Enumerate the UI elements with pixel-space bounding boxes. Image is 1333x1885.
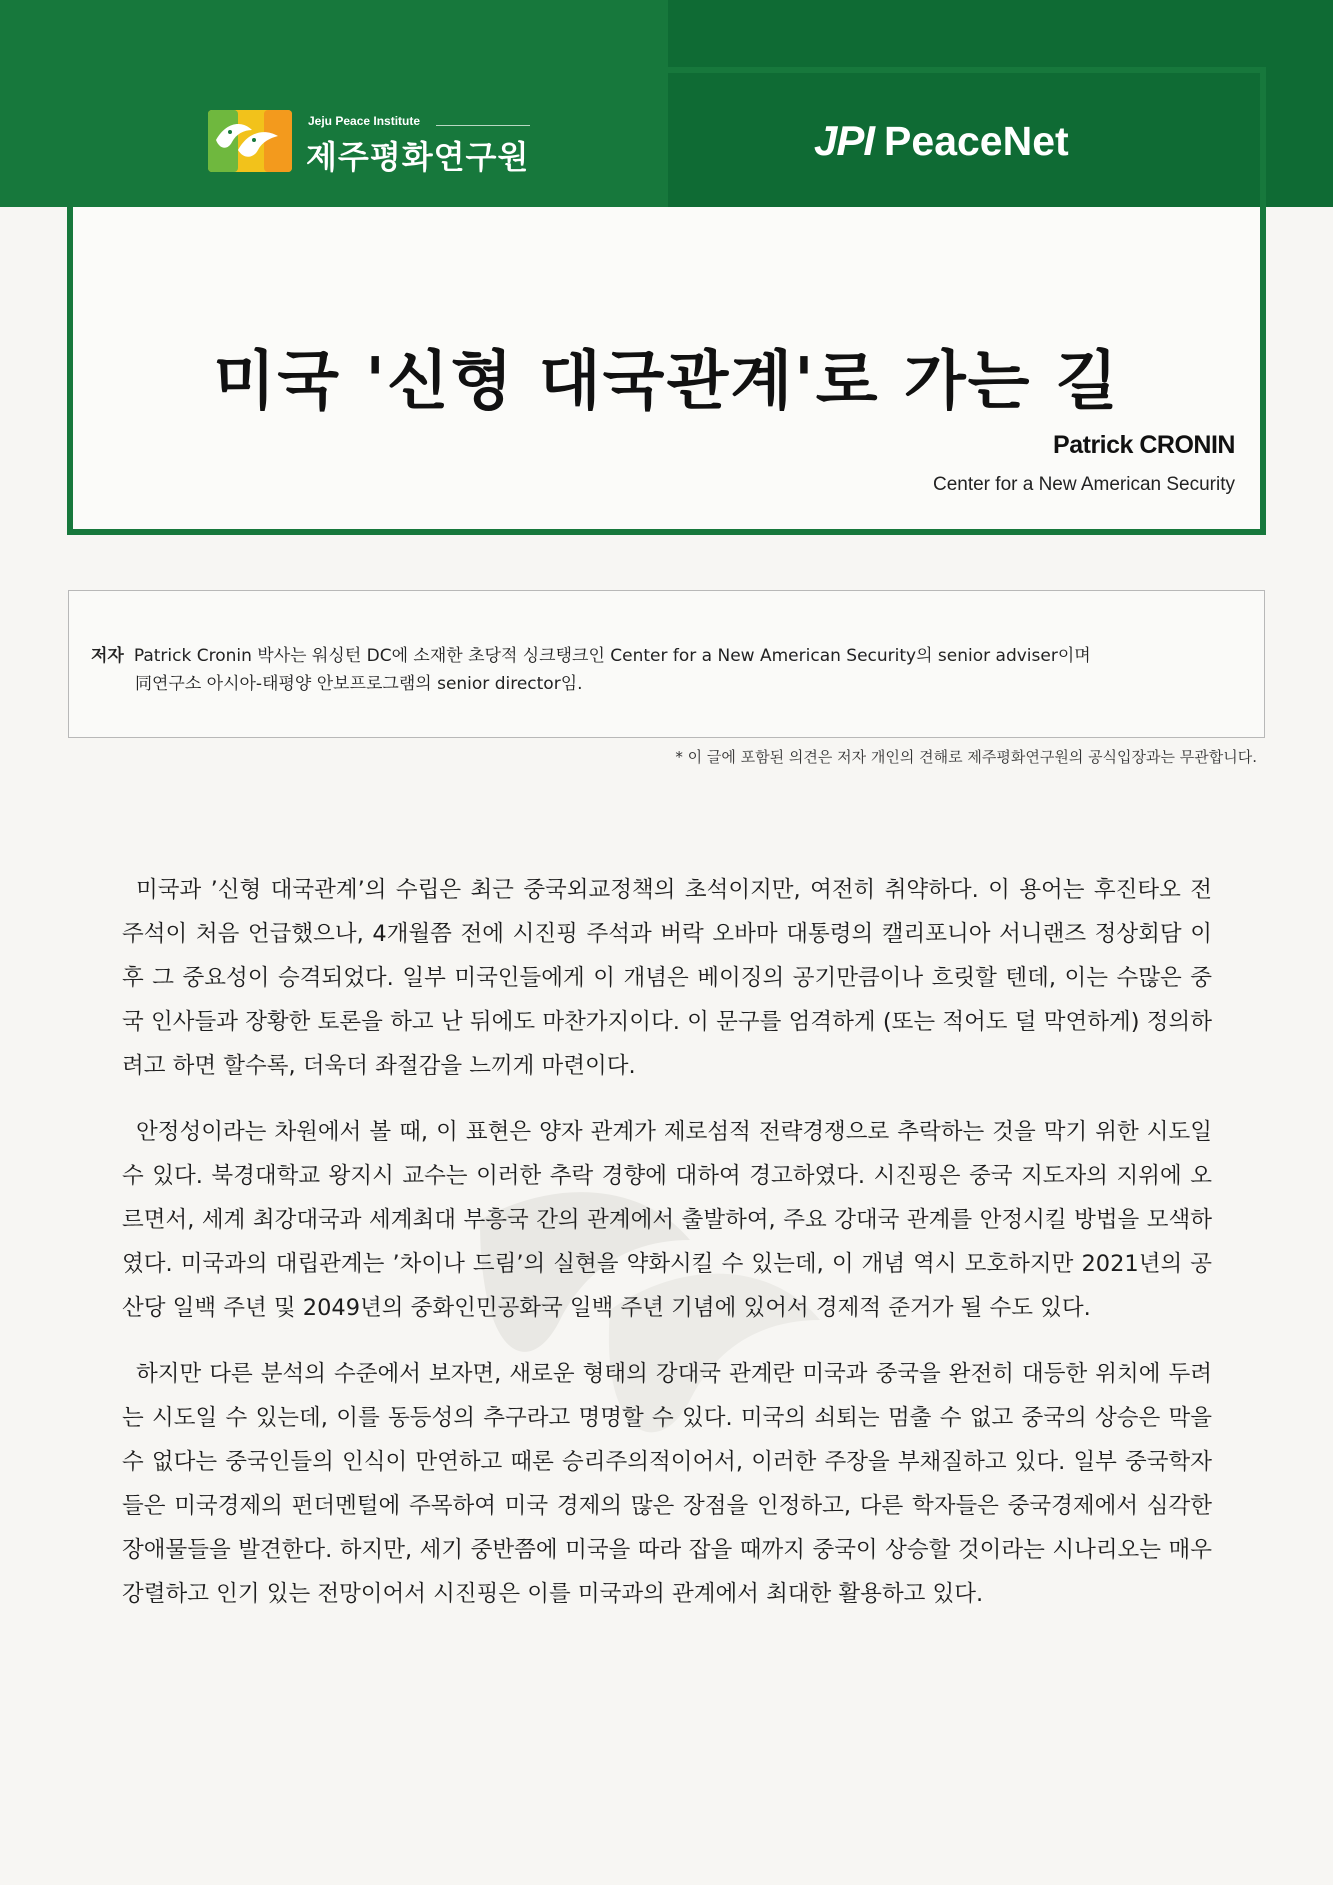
bio-label: 저자 xyxy=(91,646,124,666)
bio-line-1 xyxy=(91,641,1091,666)
article-body xyxy=(122,868,1212,1638)
jpi-logo-mark: JPI xyxy=(814,117,875,164)
bio-line-2: 同연구소 아시아-태평양 안보프로그램의 senior director임. xyxy=(135,674,583,694)
jeju-peace-institute-logo xyxy=(208,108,538,174)
paragraph-3: 하지만 다른 분석의 수준에서 보자면, 새로운 형태의 강대국 관계란 미국과 중국을 완전히 대등한 위치에 두려는 시도일 수 있는데, 이를 동등성의 추구라고 명명할 수 있다. 미국의 쇠퇴는 멈출 수 없고 중국의 상승은 막을 수 없다는 중국인들의 인식이 만연하고 때론 승리주의적이어서, 이러한 주장을 부채질하고 있다. 일부 중국학자들은 미국경제의 펀더멘털에 주목하여 미국 경제의 많은 장점을 인정하고, 다른 학자들은 중국경제에서 심각한 장애물들을 발견한다. 하지만, 세기 중반쯤에 미국을 따라 잡을 때까지 중국이 상승할 것이라는 시나리오는 매우 강렬하고 인기 있는 전망이어서 시진핑은 이를 미국과의 관계에서 최대한 활용하고 있다. xyxy=(122,1361,1212,1607)
bio-text-1: Patrick Cronin 박사는 워싱턴 DC에 소재한 초당적 싱크탱크인 Center for a New American Security의 senior adviser이며 xyxy=(133,646,1091,666)
paragraph-1: 미국과 ’신형 대국관계’의 수립은 최근 중국외교정책의 초석이지만, 여전히 취약하다. 이 용어는 후진타오 전 주석이 처음 언급했으나, 4개월쯤 전에 시진핑 주석과 버락 오바마 대통령의 캘리포니아 서니랜즈 정상회담 이후 그 중요성이 승격되었다. 일부 미국인들에게 이 개념은 베이징의 공기만큼이나 흐릿할 텐데, 이는 수많은 중국 인사들과 장황한 토론을 하고 난 뒤에도 마찬가지이다. 이 문구를 엄격하게 (또는 적어도 덜 막연하게) 정의하려고 하면 할수록, 더욱더 좌절감을 느끼게 마련이다. xyxy=(122,877,1212,1079)
paragraph-2: 안정성이라는 차원에서 볼 때, 이 표현은 양자 관계가 제로섬적 전략경쟁으로 추락하는 것을 막기 위한 시도일 수 있다. 북경대학교 왕지시 교수는 이러한 추락 경향에 대하여 경고하였다. 시진핑은 중국 지도자의 지위에 오르면서, 세계 최강대국과 세계최대 부흥국 간의 관계에서 출발하여, 주요 강대국 관계를 안정시킬 방법을 모색하였다. 미국과의 대립관계는 ’차이나 드림’의 실현을 약화시킬 수 있는데, 이 개념 역시 모호하지만 2021년의 공산당 일백 주년 및 2049년의 중화인민공화국 일백 주년 기념에 있어서 경제적 준거가 될 수도 있다. xyxy=(122,1119,1212,1321)
logo-english-name: Jeju Peace Institute xyxy=(308,114,421,128)
logo-korean-name: 제주평화연구원 xyxy=(306,138,530,176)
logo-divider xyxy=(436,125,530,126)
dove-logo-icon xyxy=(208,110,292,172)
disclaimer-note: * 이 글에 포함된 의견은 저자 개인의 견해로 제주평화연구원의 공식입장과는 무관합니다. xyxy=(675,748,1257,766)
page-title: 미국 '신형 대국관계'로 가는 길 xyxy=(213,345,1120,419)
author-name: Patrick CRONIN xyxy=(1053,431,1235,459)
peacenet-name: PeaceNet xyxy=(884,118,1069,164)
author-organization: Center for a New American Security xyxy=(932,474,1235,495)
jpi-peacenet-logo xyxy=(814,117,1069,173)
author-bio-box xyxy=(68,590,1265,738)
